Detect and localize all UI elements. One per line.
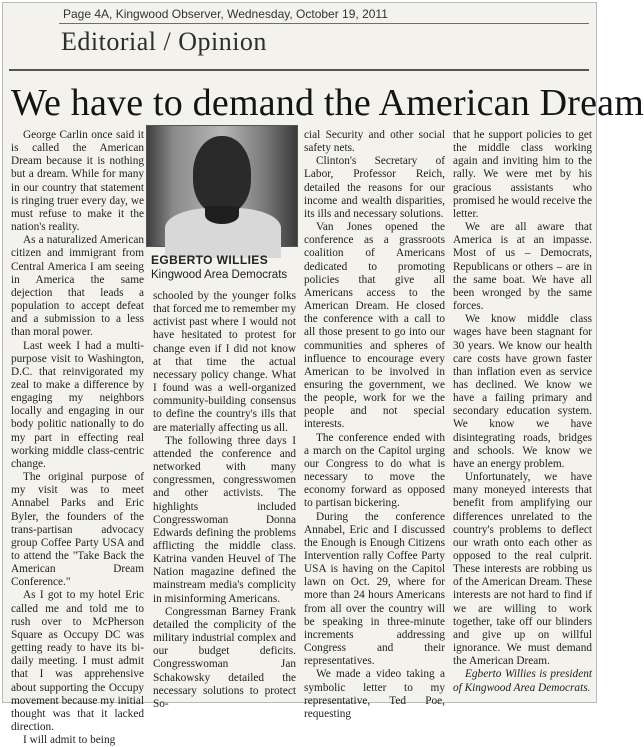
- article-column-3: [304, 129, 445, 720]
- author-photo: [146, 125, 298, 247]
- paragraph: As a naturalized American citizen and immigrant from Central America I am seeing in America the same dejection that leads a population to accept defeat and a submission to a less than moral power.: [11, 234, 144, 339]
- paragraph: The conference ended with a march on the Capitol urging our Congress to do what is necessary to move the economy forward as opposed to partisan bickering.: [304, 431, 445, 510]
- article-column-2: [153, 290, 296, 710]
- author-note: Egberto Willies is president of Kingwood Area Democrats.: [453, 668, 592, 694]
- paragraph: schooled by the younger folks that forced me to remember my activist past where I would not have hesitated to protest for change even if I did not know at that time the actual necessary policy change. What I found was a well-organized community-building consensus to define the country's ills that are materially affecting us all.: [153, 290, 296, 434]
- paragraph: The original purpose of my visit was to meet Annabel Parks and Eric Byler, the founders of the trans-partisan advocacy group Coffee Party USA and to attend the "Take Back the American Dream Conference.": [11, 471, 144, 589]
- top-rule: [59, 23, 589, 24]
- paragraph: The following three days I attended the conference and networked with many congressmen, congresswomen and other activists. The highlights included Congresswoman Donna Edwards defining the problems afflicting the middle class. Katrina vanden Heuvel of The Nation magazine defined the mainstream media's complicity in misinforming Americans.: [153, 434, 296, 605]
- paragraph: George Carlin once said it is called the American Dream because it is nothing but a dream. While for many in our country that statement is ringing truer every day, we must refuse to make it the nation's reality.: [11, 129, 144, 234]
- paragraph: As I got to my hotel Eric called me and told me to rush over to McPherson Square as Occupy DC was getting ready to have its bi-daily meeting. I must admit that I was apprehensive about supporting the Occupy movement because my initial thought was that it lacked direction.: [11, 589, 144, 734]
- newspaper-page: [2, 2, 644, 747]
- paragraph: We made a video taking a symbolic letter to my representative, Ted Poe, requesting: [304, 668, 445, 720]
- article-column-4: [453, 129, 592, 701]
- paragraph: During the conference Annabel, Eric and I discussed the Enough is Enough Citizens Intervention rally Coffee Party USA is having on the Capitol lawn on Oct. 29, where for more than 24 hours Americans from all over the country will be speaking in three-minute increments addressing Congress and their representatives.: [304, 510, 445, 668]
- paragraph: cial Security and other social safety nets.: [304, 129, 445, 155]
- paragraph: Unfortunately, we have many moneyed interests that benefit from amplifying our differences unrelated to the country's problems to deflect our wrath onto each other as opposed to the real culprit. These interests are robbing us of the American Dream. These interests are not hard to find if we are willing to work together, take off our blinders and give up on willful ignorance. We must demand the American Dream.: [453, 471, 592, 668]
- paragraph: We know middle class wages have been stagnant for 30 years. We know our health care costs have grown faster than inflation even as service has declined. We know we have a failing primary and secondary education system. We know we have disintegrating roads, bridges and schools. We know we have an energy problem.: [453, 313, 592, 470]
- headline: We have to demand the American Dream: [11, 82, 644, 124]
- paragraph: Congressman Barney Frank detailed the complicity of the military industrial complex and our budget deficits. Congresswoman Jan Schakowsky detailed the necessary solutions to protect So-: [153, 605, 296, 710]
- section-rule: [9, 69, 589, 71]
- byline-organization: Kingwood Area Democrats: [151, 269, 288, 281]
- section-heading: Editorial / Opinion: [61, 27, 267, 56]
- running-head: Page 4A, Kingwood Observer, Wednesday, October 19, 2011: [63, 7, 388, 21]
- paragraph: I will admit to being: [23, 734, 116, 747]
- paragraph: We are all aware that America is at an impasse. Most of us – Democrats, Republicans or others – are in the same boat. We have all been wronged by the same forces.: [453, 221, 592, 313]
- paragraph: that he support policies to get the middle class working again and inviting him to the rally. We were met by his gracious assistants who promised he would receive the letter.: [453, 129, 592, 220]
- paragraph: Van Jones opened the conference as a grassroots coalition of Americans dedicated to promoting policies that give all Americans access to the American Dream. He closed the conference with a call to all those present to go into our communities and spheres of influence to encourage every American to be involved in ensuring the government, we the people, work for we the people and not special interests.: [304, 221, 445, 431]
- paragraph: Clinton's Secretary of Labor, Professor Reich, detailed the reasons for our income and wealth disparities, its ills and necessary solutions.: [304, 155, 445, 220]
- byline-name: EGBERTO WILLIES: [151, 253, 269, 267]
- paragraph: Last week I had a multi-purpose visit to Washington, D.C. that reinvigorated my zeal to make a difference by engaging my neighbors locally and engaging in our body politic nationally to do my part in effecting real working middle class-centric change.: [11, 339, 144, 470]
- article-column-1: [11, 129, 144, 747]
